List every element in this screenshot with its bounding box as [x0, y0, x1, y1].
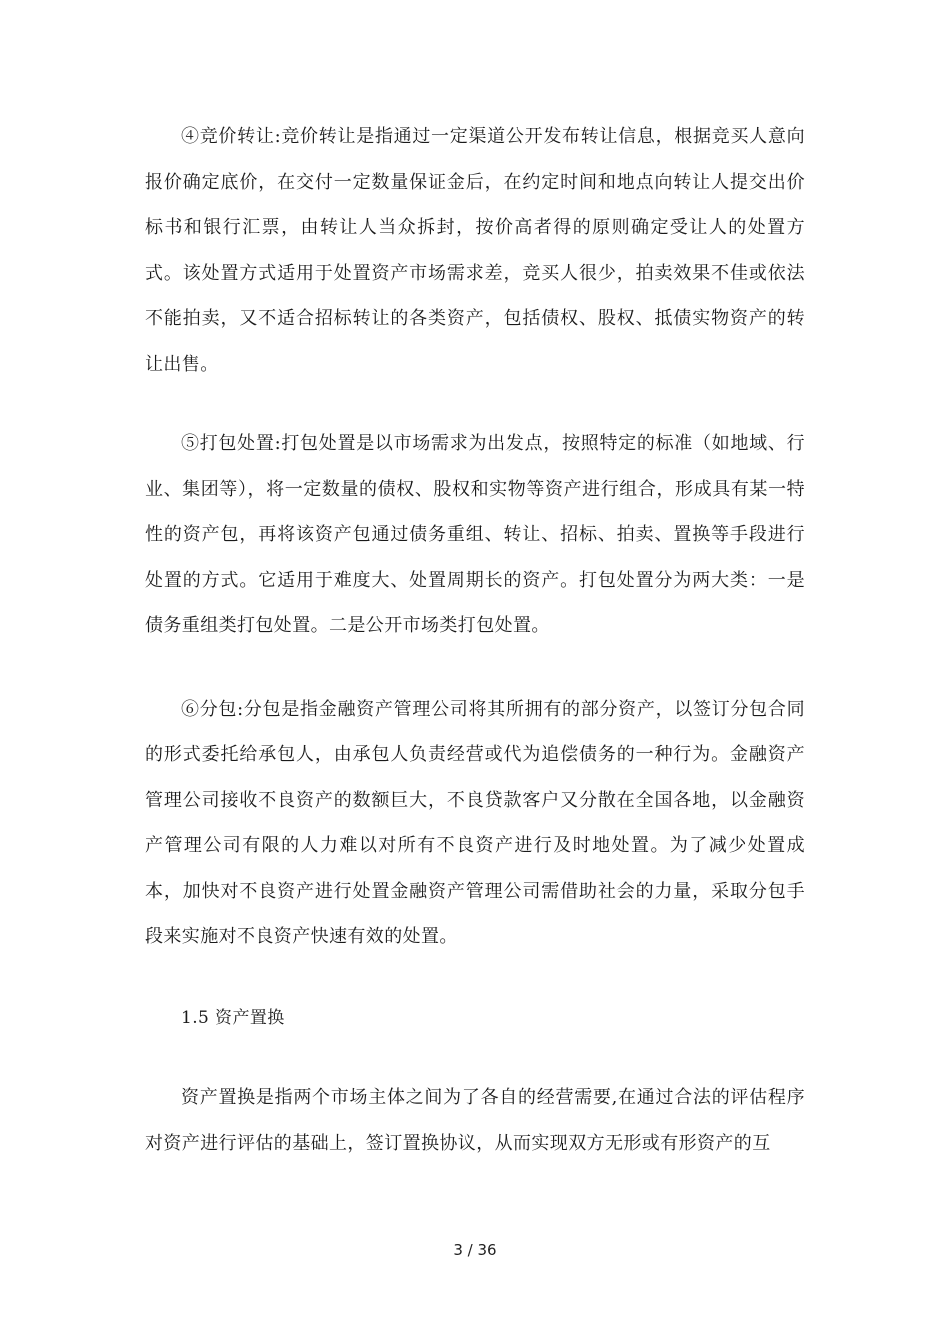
document-body — [145, 114, 805, 1166]
paragraph-bidding-transfer: ④竞价转让:竞价转让是指通过一定渠道公开发布转让信息，根据竞买人意向报价确定底价，在交付一定数量保证金后，在约定时间和地点向转让人提交出价标书和银行汇票，由转让人当众拆封，按价高者得的原则确定受让人的处置方式。该处置方式适用于处置资产市场需求差，竞买人很少，拍卖效果不佳或依法不能拍卖，又不适合招标转让的各类资产，包括债权、股权、抵债实物资产的转让出售。 — [145, 126, 805, 375]
paragraph-asset-swap: 资产置换是指两个市场主体之间为了各自的经营需要,在通过合法的评估程序对资产进行评估的基础上，签订置换协议，从而实现双方无形或有形资产的互 — [145, 1087, 805, 1154]
page-number: 3 / 36 — [453, 1241, 497, 1259]
paragraph-subcontracting: ⑥分包:分包是指金融资产管理公司将其所拥有的部分资产，以签订分包合同的形式委托给承包人，由承包人负责经营或代为追偿债务的一种行为。金融资产管理公司接收不良资产的数额巨大，不良贷款客户又分散在全国各地，以金融资产管理公司有限的人力难以对所有不良资产进行及时地处置。为了减少处置成本，加快对不良资产进行处置金融资产管理公司需借助社会的力量，采取分包手段来实施对不良资产快速有效的处置。 — [145, 698, 805, 947]
section-heading: 1.5 资产置换 — [181, 1007, 285, 1028]
paragraph-package-disposal: ⑤打包处置:打包处置是以市场需求为出发点，按照特定的标准（如地域、行业、集团等），将一定数量的债权、股权和实物等资产进行组合，形成具有某一特性的资产包，再将该资产包通过债务重组、转让、招标、拍卖、置换等手段进行处置的方式。它适用于难度大、处置周期长的资产。打包处置分为两大类：一是债务重组类打包处置。二是公开市场类打包处置。 — [145, 433, 805, 636]
